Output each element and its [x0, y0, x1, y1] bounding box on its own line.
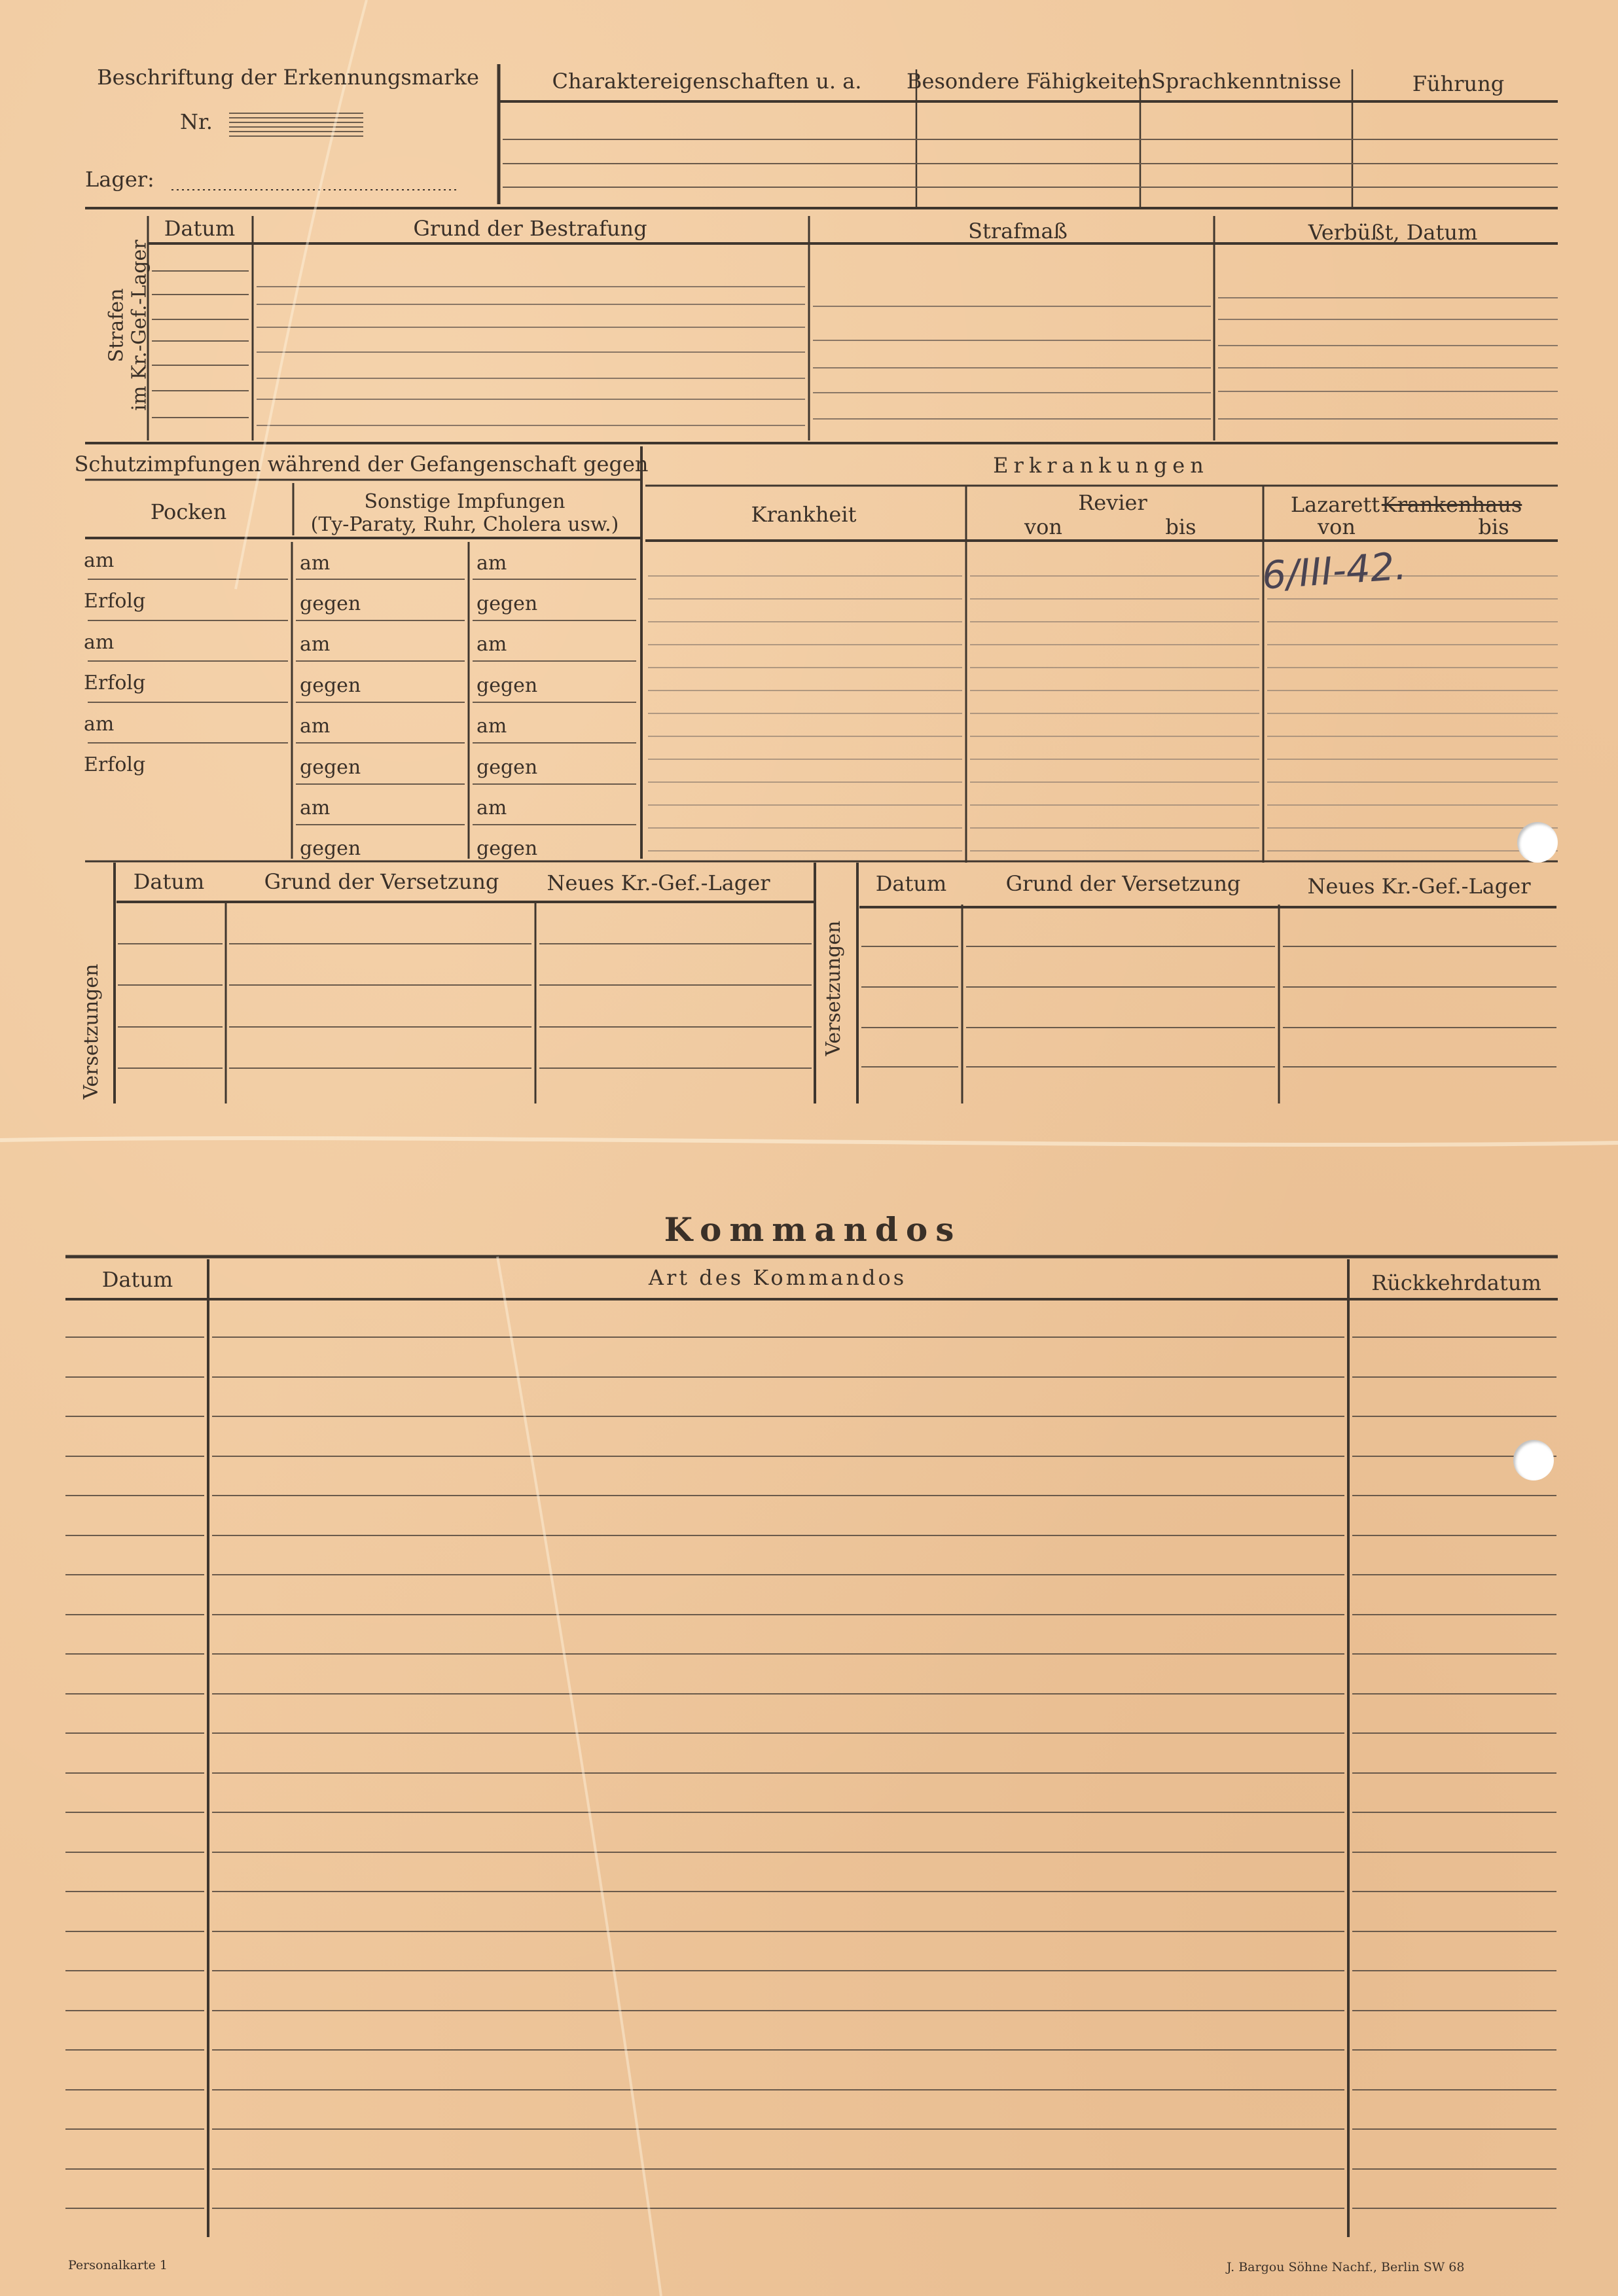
impf-right-row: am	[476, 797, 507, 819]
impf-col-sonstige: Sonstige Impfungen	[364, 490, 566, 513]
impf-left-row: am	[84, 713, 115, 736]
punch-hole	[1517, 822, 1558, 863]
impf-mid-row: gegen	[300, 837, 361, 860]
col-sprachen: Sprachkenntnisse	[1151, 69, 1342, 94]
impf-right-row: gegen	[476, 592, 538, 615]
vers-left-col-lager: Neues Kr.-Gef.-Lager	[547, 870, 770, 895]
strafen-col-strafmass: Strafmaß	[968, 219, 1068, 243]
marke-label: Beschriftung der Erkennungsmarke	[97, 65, 479, 90]
impf-mid-row: gegen	[300, 674, 361, 697]
strafen-side-label	[106, 240, 151, 410]
impf-col-pocken: Pocken	[150, 499, 227, 524]
impf-left-row: Erfolg	[84, 753, 146, 776]
erk-col-revier: Revier	[1078, 490, 1147, 515]
impf-col-sonstige-sub: (Ty-Paraty, Ruhr, Cholera usw.)	[310, 513, 619, 536]
diagonal-crease	[236, 0, 661, 2296]
erk-lazarett-bis: bis	[1478, 514, 1509, 539]
impf-left-row: am	[84, 549, 115, 572]
vers-right-col-grund: Grund der Versetzung	[1005, 871, 1241, 896]
erk-col-krankheit: Krankheit	[751, 502, 857, 527]
impf-right-row: gegen	[476, 837, 538, 860]
vers-right-col-lager: Neues Kr.-Gef.-Lager	[1307, 874, 1531, 899]
strafen-col-datum: Datum	[164, 216, 236, 241]
impf-mid-row: gegen	[300, 756, 361, 779]
impfungen-title: Schutzimpfungen während der Gefangenschaft gegen	[74, 452, 649, 476]
kommandos-col-art: Art des Kommandos	[648, 1265, 907, 1290]
erk-lazarett-von: von	[1318, 514, 1356, 539]
impf-mid-row: am	[300, 633, 331, 656]
handwritten-date: 6/III-42.	[1260, 543, 1409, 598]
impf-right-row: am	[476, 715, 507, 738]
impf-right-row: gegen	[476, 756, 538, 779]
punch-hole	[1513, 1440, 1554, 1480]
strafen-side-line1: Strafen	[105, 288, 128, 363]
erk-col-lazarett: Lazarett	[1290, 492, 1380, 517]
nr-label: Nr.	[180, 109, 213, 134]
impf-left-row: Erfolg	[84, 672, 146, 694]
vers-left-col-datum: Datum	[133, 869, 205, 894]
erkrankungen-title: Erkrankungen	[993, 453, 1209, 478]
footer-right: J. Bargou Söhne Nachf., Berlin SW 68	[1227, 2260, 1465, 2274]
impf-mid-row: am	[300, 715, 331, 738]
impf-mid-row: am	[300, 797, 331, 819]
erk-revier-bis: bis	[1165, 514, 1196, 539]
impf-right-row: am	[476, 633, 507, 656]
footer-left: Personalkarte 1	[68, 2258, 168, 2272]
col-fuehrung: Führung	[1412, 71, 1505, 96]
versetzungen-side-label-left: Versetzungen	[79, 963, 103, 1100]
col-charakter: Charaktereigenschaften u. a.	[552, 69, 862, 94]
vers-left-col-grund: Grund der Versetzung	[264, 869, 499, 894]
fold-crease	[0, 1138, 1618, 1145]
impf-mid-row: am	[300, 552, 331, 575]
impf-right-row: am	[476, 552, 507, 575]
strafen-col-grund: Grund der Bestrafung	[413, 216, 647, 241]
strafen-col-verbuesst: Verbüßt, Datum	[1308, 220, 1478, 245]
impf-left-row: am	[84, 631, 115, 654]
strafen-side-line2: im Kr.-Gef.-Lager	[128, 240, 151, 411]
col-faehigkeiten: Besondere Fähigkeiten	[907, 69, 1151, 94]
kommandos-col-rueckkehr: Rückkehrdatum	[1371, 1270, 1541, 1295]
vers-right-col-datum: Datum	[875, 871, 947, 896]
kommandos-col-datum: Datum	[101, 1267, 173, 1292]
versetzungen-side-label-right: Versetzungen	[821, 920, 845, 1056]
erk-col-krankenhaus: Krankenhaus	[1381, 492, 1522, 517]
impf-mid-row: gegen	[300, 592, 361, 615]
impf-right-row: gegen	[476, 674, 538, 697]
kommandos-title: Kommandos	[664, 1210, 962, 1249]
impf-left-row: Erfolg	[84, 590, 146, 613]
lager-label: Lager:	[85, 167, 154, 192]
erk-revier-von: von	[1024, 514, 1062, 539]
